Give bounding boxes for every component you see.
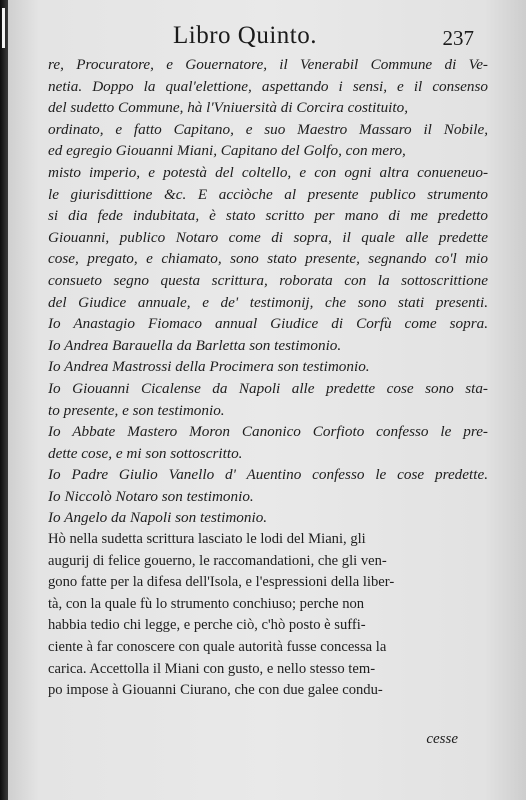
book-page [8,0,526,800]
text-line: Io Padre Giulio Vanello d' Auentino confesso le cose predette. [48,466,488,484]
text-line: Io Abbate Mastero Moron Canonico Corfioto confesso le pre- [48,423,488,441]
catchword: cesse [426,731,458,747]
text-line: habbia tedio chi legge, e perche ciò, c'hò posto è suffi- [48,617,366,634]
text-line: Io Angelo da Napoli son testimonio. [48,509,268,527]
text-line: Giouanni, publico Notaro come di sopra, il quale alle predette [48,228,488,246]
text-line: Io Giouanni Cicalense da Napoli alle predette cose sono sta- [48,379,488,397]
text-line: ed egregio Giouanni Miani, Capitano del Golfo, con mero, [48,142,406,160]
spine-highlight [2,8,5,48]
body-text [48,54,488,702]
text-line: cose, pregato, e chiamato, sono stato presente, segnando co'l mio [48,250,488,268]
text-line: to presente, e son testimonio. [48,401,225,419]
text-line: Io Andrea Mastrossi della Procimera son testimonio. [48,358,370,376]
text-line: netia. Doppo la qual'elettione, aspettando i sensi, e il consenso [48,77,488,95]
text-line: augurij di felice gouerno, le raccomandationi, che gli ven- [48,552,387,569]
text-line: tà, con la quale fù lo strumento conchiuso; perche non [48,595,365,612]
book-spine-shadow [0,0,8,800]
text-line: consueto segno questa scrittura, roborata con la sottoscrittione [48,271,488,289]
text-line: re, Procuratore, e Gouernatore, il Venerabil Commune di Ve- [48,56,488,73]
page-header [8,22,526,58]
text-line: si dia fede indubitata, è stato scritto per mano di me predetto [48,207,488,225]
text-line: le giurisdittione &c. E acciòche al presente publico strumento [48,185,488,203]
text-line: Io Andrea Barauella da Barletta son testimonio. [48,336,342,354]
text-line: ciente à far conoscere con quale autorità fusse concessa la [48,639,387,656]
text-line: dette cose, e mi son sottoscritto. [48,444,243,462]
text-line: carica. Accettolla il Miani con gusto, e nello stesso tem- [48,660,376,677]
text-line: Io Niccolò Notaro son testimonio. [48,487,254,505]
text-line: ordinato, e fatto Capitano, e suo Maestro Massaro il Nobile, [48,120,488,138]
page-number: 237 [442,26,474,50]
text-line: po impose à Giouanni Ciurano, che con due galee condu- [48,682,383,699]
text-line: del Giudice annuale, e de' testimonij, che sono stati presenti. [48,293,488,311]
running-title: Libro Quinto. [173,22,317,49]
text-line: Hò nella sudetta scrittura lasciato le lodi del Miani, gli [48,531,366,548]
text-line: gono fatte per la difesa dell'Isola, e l'espressioni della liber- [48,574,395,591]
text-line: del sudetto Commune, hà l'Vniuersità di Corcira costituito, [48,99,408,117]
text-line: Io Anastagio Fiomaco annual Giudice di Corfù come sopra. [48,315,488,333]
text-line: misto imperio, e potestà del coltello, e con ogni altra conueneuo- [48,163,488,181]
